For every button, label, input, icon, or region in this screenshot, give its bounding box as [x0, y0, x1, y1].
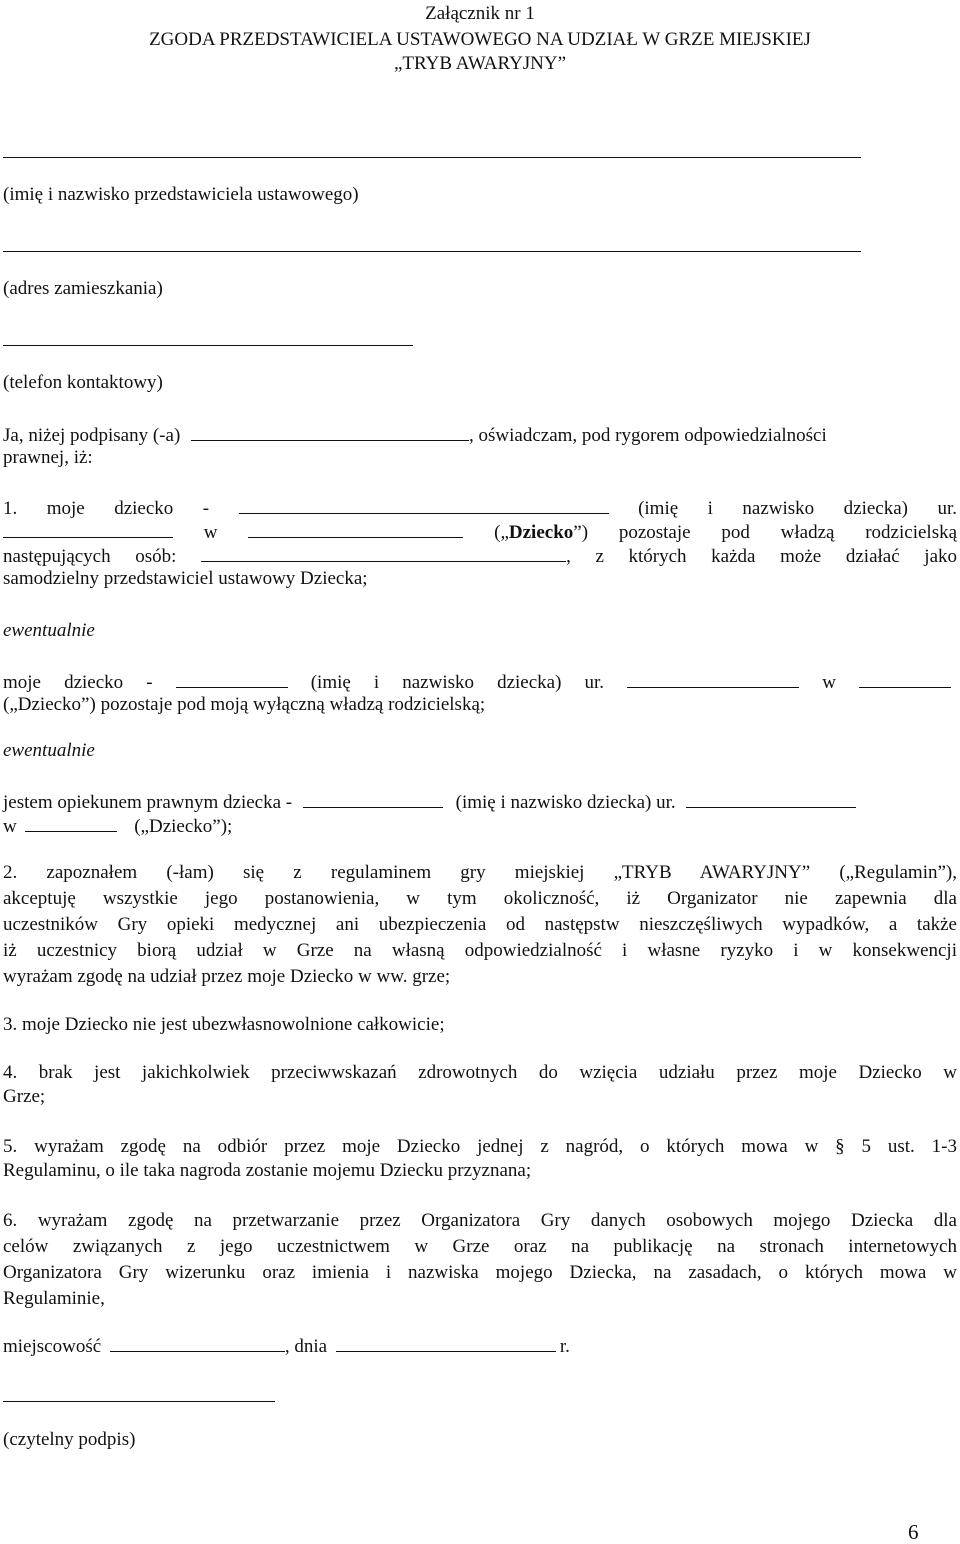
point1-persons-prefix: następujących osób:	[3, 546, 177, 567]
date-blank[interactable]	[336, 1333, 556, 1352]
guardian-prefix: jestem opiekunem prawnym dziecka -	[3, 792, 293, 813]
point1-e-word: moje dziecko -	[3, 672, 153, 693]
guardian-name-line[interactable]	[3, 157, 861, 158]
point1-persons-suffix: , z których każda może działać jako	[566, 546, 957, 567]
address-label: (adres zamieszkania)	[3, 278, 163, 299]
signer-name-blank[interactable]	[191, 422, 469, 441]
child-name-blank[interactable]	[239, 495, 609, 514]
guardian-label: (imię i nazwisko dziecka) ur.	[455, 792, 676, 813]
point1-rest: ”) pozostaje pod władzą rodzicielską	[573, 522, 957, 543]
point6-line-2: celów związanych z jego uczestnictwem w Grze oraz na publikację na stronach internetowych	[3, 1236, 957, 1257]
point1-line-c	[3, 543, 957, 567]
page-number: 6	[908, 1520, 919, 1544]
child-name-blank-3[interactable]	[303, 789, 443, 808]
point1-line-b	[3, 519, 957, 543]
year-suffix: r.	[559, 1336, 570, 1357]
point1-line-a	[3, 495, 957, 519]
point1-word: moje dziecko -	[46, 498, 210, 519]
point4-line-1: 4. brak jest jakichkolwiek przeciwwskazań zdrowotnych do wzięcia udziału przez moje Dziecko w	[3, 1062, 957, 1083]
point1-e-w: w	[822, 672, 836, 693]
point1-line-h	[3, 813, 232, 839]
child-term: Dziecko	[508, 522, 574, 543]
document-title: ZGODA PRZEDSTAWICIELA USTAWOWEGO NA UDZIAŁ W GRZE MIEJSKIEJ	[149, 29, 811, 50]
birth-place-blank[interactable]	[248, 519, 463, 538]
point3-text: 3. moje Dziecko nie jest ubezwłasnowolnione całkowicie;	[3, 1014, 445, 1035]
intro-prefix: Ja, niżej podpisany (-a)	[3, 425, 181, 446]
place-date-line	[3, 1333, 570, 1359]
point2-line-3: uczestników Gry opieki medycznej ani ubezpieczenia od następstw nieszczęśliwych wypadków, a także	[3, 914, 957, 935]
point6-line-4: Regulaminie,	[3, 1288, 105, 1309]
child-name-blank-2[interactable]	[176, 669, 288, 688]
birth-date-blank[interactable]	[3, 519, 173, 538]
point1-line-e	[3, 669, 951, 693]
point4-line-2: Grze;	[3, 1086, 46, 1107]
signature-label: (czytelny podpis)	[3, 1429, 136, 1450]
alternative-label-1: ewentualnie	[3, 620, 95, 641]
custodians-blank[interactable]	[201, 543, 566, 562]
place-blank[interactable]	[110, 1333, 285, 1352]
birth-date-blank-3[interactable]	[686, 789, 856, 808]
birth-date-blank-2[interactable]	[627, 669, 799, 688]
intro-line	[3, 422, 827, 448]
alternative-label-2: ewentualnie	[3, 740, 95, 761]
point6-line-1: 6. wyrażam zgodę na przetwarzanie przez Organizatora Gry danych osobowych mojego Dziecka dla	[3, 1210, 957, 1231]
date-label: , dnia	[284, 1336, 328, 1357]
point1-number: 1.	[3, 498, 18, 519]
document-subtitle: „TRYB AWARYJNY”	[393, 53, 567, 74]
point1-w: w	[203, 522, 218, 543]
birth-place-blank-3[interactable]	[25, 813, 117, 832]
point2-line-5: wyrażam zgodę na udział przez moje Dziecko w ww. grze;	[3, 966, 451, 987]
intro-suffix: , oświadczam, pod rygorem odpowiedzialności	[469, 425, 827, 446]
point1-h-w: w	[3, 816, 17, 837]
intro-line-2: prawnej, iż:	[3, 447, 93, 468]
point1-line-d: samodzielny przedstawiciel ustawowy Dziecka;	[3, 568, 368, 589]
point1-line-g	[3, 789, 856, 815]
point1-line-f: („Dziecko”) pozostaje pod moją wyłączną władzą rodzicielską;	[3, 694, 486, 715]
signature-line[interactable]	[3, 1401, 275, 1402]
birth-place-blank-2[interactable]	[859, 669, 951, 688]
point6-line-3: Organizatora Gry wizerunku oraz imienia i nazwiska mojego Dziecka, na zasadach, o których mowa w	[3, 1262, 957, 1283]
point2-line-2: akceptuję wszystkie jego postanowienia, w tym okoliczność, iż Organizator nie zapewnia dla	[3, 888, 957, 909]
phone-line[interactable]	[3, 345, 413, 346]
point5-line-2: Regulaminu, o ile taka nagroda zostanie mojemu Dziecku przyznana;	[3, 1160, 532, 1181]
point2-line-1: 2. zapoznałem (-łam) się z regulaminem gry miejskiej „TRYB AWARYJNY” („Regulamin”),	[3, 862, 957, 883]
attachment-label: Załącznik nr 1	[425, 3, 535, 24]
point5-line-1: 5. wyrażam zgodę na odbiór przez moje Dziecko jednej z nagród, o których mowa w § 5 ust. 1-3	[3, 1136, 957, 1157]
phone-label: (telefon kontaktowy)	[3, 372, 163, 393]
point1-label: (imię i nazwisko dziecka) ur.	[638, 498, 957, 519]
address-line[interactable]	[3, 251, 861, 252]
guardian-name-label: (imię i nazwisko przedstawiciela ustawowego)	[3, 184, 359, 205]
point1-h-label: („Dziecko”);	[134, 816, 233, 837]
place-label: miejscowość	[3, 1336, 102, 1357]
point2-line-4: iż uczestnicy biorą udział w Grze na własną odpowiedzialność i własne ryzyko i w konsekwencji	[3, 940, 957, 961]
child-open-quote: („	[494, 522, 509, 543]
point1-e-label: (imię i nazwisko dziecka) ur.	[310, 672, 605, 693]
